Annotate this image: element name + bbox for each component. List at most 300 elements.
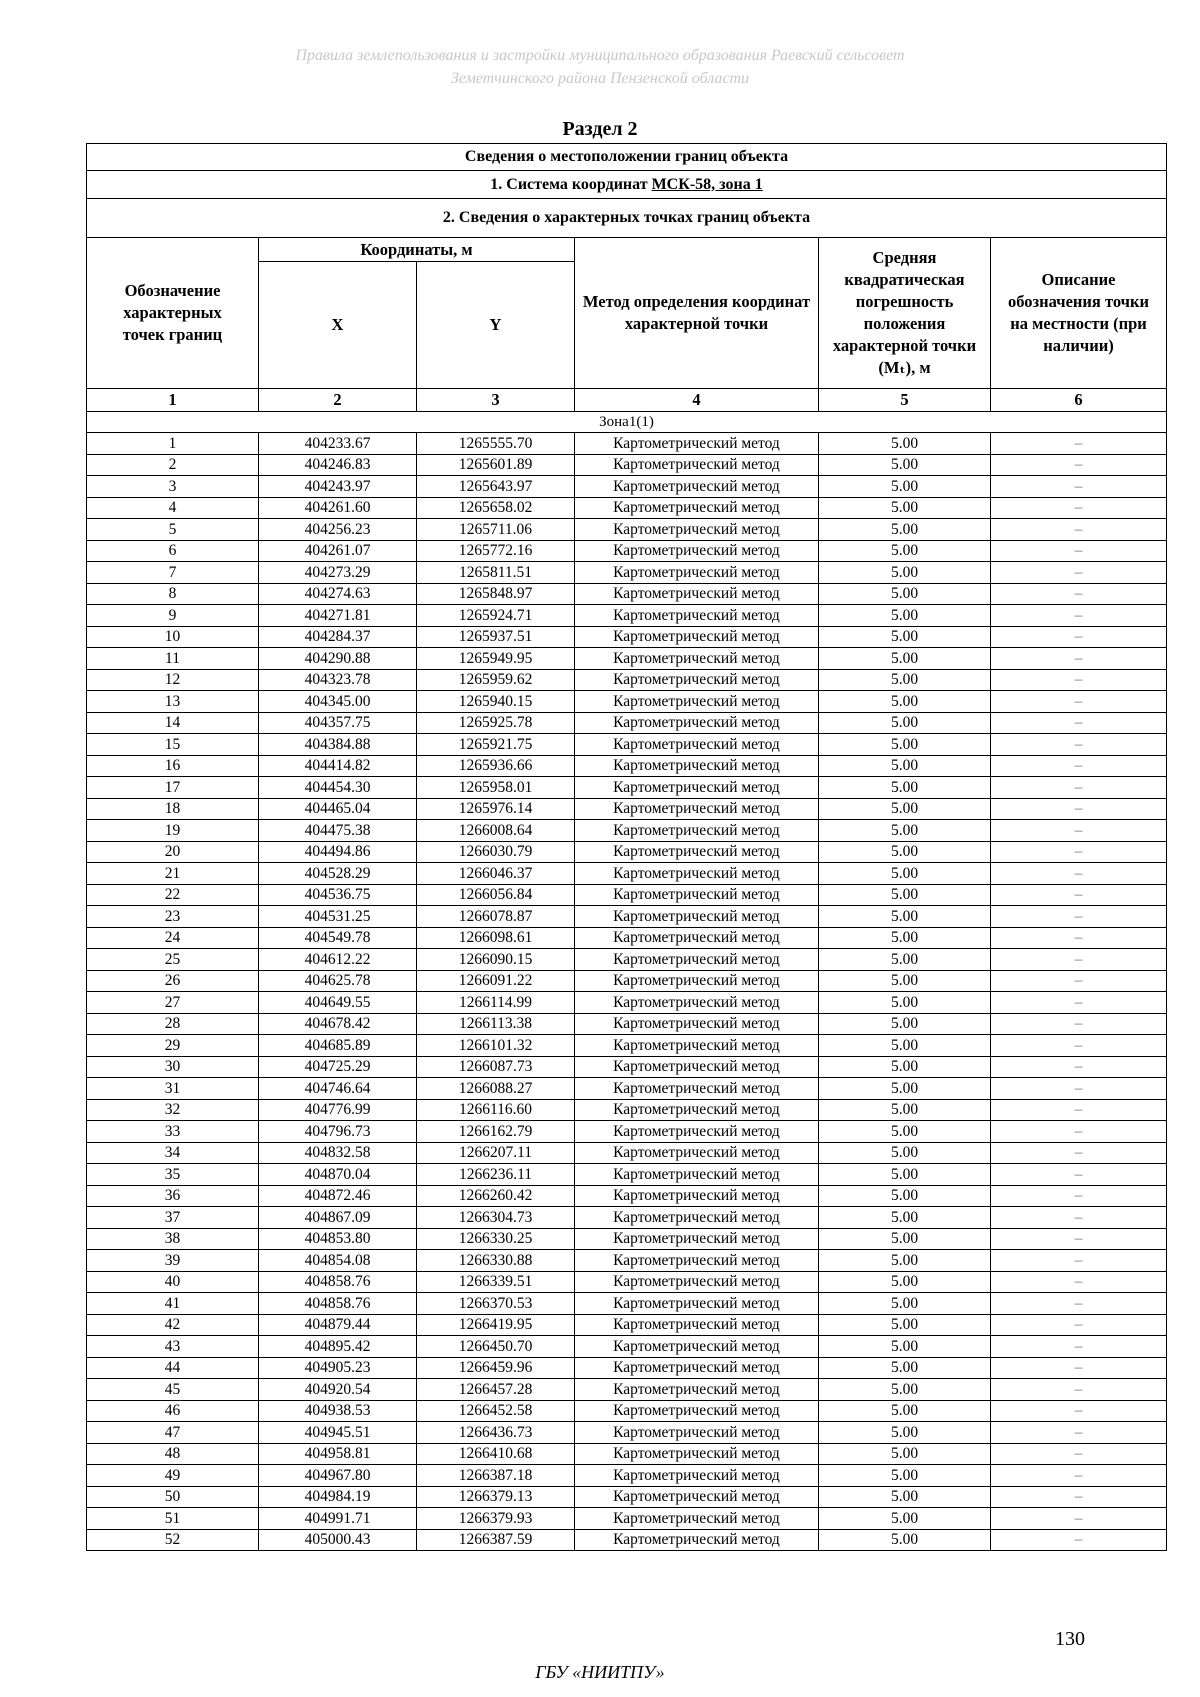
method-cell: Картометрический метод	[575, 863, 819, 885]
error-cell: 5.00	[819, 1056, 991, 1078]
error-cell: 5.00	[819, 433, 991, 455]
method-cell: Картометрический метод	[575, 1508, 819, 1530]
x-coordinate-cell: 404920.54	[259, 1379, 417, 1401]
description-cell: –	[991, 1035, 1167, 1057]
x-coordinate-cell: 404625.78	[259, 970, 417, 992]
method-cell: Картометрический метод	[575, 433, 819, 455]
description-cell: –	[991, 648, 1167, 670]
description-cell: –	[991, 863, 1167, 885]
x-coordinate-cell: 404465.04	[259, 798, 417, 820]
description-cell: –	[991, 433, 1167, 455]
description-cell: –	[991, 476, 1167, 498]
method-cell: Картометрический метод	[575, 1078, 819, 1100]
y-coordinate-cell: 1266098.61	[417, 927, 575, 949]
table-row	[87, 1078, 1167, 1100]
error-cell: 5.00	[819, 669, 991, 691]
y-coordinate-cell: 1266162.79	[417, 1121, 575, 1143]
x-coordinate-cell: 404991.71	[259, 1508, 417, 1530]
y-coordinate-cell: 1265772.16	[417, 540, 575, 562]
point-number-cell: 23	[87, 906, 259, 928]
description-cell: –	[991, 1121, 1167, 1143]
method-cell: Картометрический метод	[575, 884, 819, 906]
point-number-cell: 20	[87, 841, 259, 863]
x-coordinate-cell: 404549.78	[259, 927, 417, 949]
method-cell: Картометрический метод	[575, 691, 819, 713]
description-cell: –	[991, 1013, 1167, 1035]
method-cell: Картометрический метод	[575, 626, 819, 648]
point-number-cell: 40	[87, 1271, 259, 1293]
description-cell: –	[991, 1078, 1167, 1100]
description-cell: –	[991, 1250, 1167, 1272]
point-number-cell: 47	[87, 1422, 259, 1444]
point-number-cell: 9	[87, 605, 259, 627]
table-row	[87, 1529, 1167, 1551]
description-cell: –	[991, 1056, 1167, 1078]
table-row	[87, 1443, 1167, 1465]
y-coordinate-cell: 1266030.79	[417, 841, 575, 863]
description-cell: –	[991, 1271, 1167, 1293]
method-cell: Картометрический метод	[575, 540, 819, 562]
point-number-cell: 49	[87, 1465, 259, 1487]
column-number-row	[87, 389, 1167, 412]
y-coordinate-cell: 1266379.13	[417, 1486, 575, 1508]
point-number-cell: 2	[87, 454, 259, 476]
y-coordinate-cell: 1265555.70	[417, 433, 575, 455]
x-coordinate-cell: 404879.44	[259, 1314, 417, 1336]
table-row	[87, 1422, 1167, 1444]
error-cell: 5.00	[819, 820, 991, 842]
x-coordinate-cell: 404536.75	[259, 884, 417, 906]
method-cell: Картометрический метод	[575, 1357, 819, 1379]
y-coordinate-cell: 1266419.95	[417, 1314, 575, 1336]
point-number-cell: 43	[87, 1336, 259, 1358]
table-row	[87, 1465, 1167, 1487]
table-row	[87, 691, 1167, 713]
y-coordinate-cell: 1266387.18	[417, 1465, 575, 1487]
error-cell: 5.00	[819, 1529, 991, 1551]
table-row	[87, 1508, 1167, 1530]
error-cell: 5.00	[819, 1142, 991, 1164]
y-coordinate-cell: 1266304.73	[417, 1207, 575, 1229]
point-number-cell: 50	[87, 1486, 259, 1508]
table-row	[87, 454, 1167, 476]
coord-system-prefix: 1. Система координат	[490, 175, 652, 193]
x-coordinate-cell: 404945.51	[259, 1422, 417, 1444]
x-coordinate-cell: 404967.80	[259, 1465, 417, 1487]
table-row	[87, 884, 1167, 906]
x-coordinate-cell: 404895.42	[259, 1336, 417, 1358]
method-cell: Картометрический метод	[575, 562, 819, 584]
y-coordinate-cell: 1265643.97	[417, 476, 575, 498]
method-cell: Картометрический метод	[575, 755, 819, 777]
error-cell: 5.00	[819, 1443, 991, 1465]
point-number-cell: 44	[87, 1357, 259, 1379]
error-cell: 5.00	[819, 540, 991, 562]
x-coordinate-cell: 404246.83	[259, 454, 417, 476]
x-coordinate-cell: 404649.55	[259, 992, 417, 1014]
description-cell: –	[991, 1142, 1167, 1164]
error-cell: 5.00	[819, 949, 991, 971]
point-number-cell: 19	[87, 820, 259, 842]
y-coordinate-cell: 1266436.73	[417, 1422, 575, 1444]
error-cell: 5.00	[819, 1293, 991, 1315]
y-coordinate-cell: 1266339.51	[417, 1271, 575, 1293]
method-cell: Картометрический метод	[575, 712, 819, 734]
x-coordinate-cell: 404905.23	[259, 1357, 417, 1379]
x-coordinate-cell: 404345.00	[259, 691, 417, 713]
y-coordinate-cell: 1265811.51	[417, 562, 575, 584]
error-cell: 5.00	[819, 562, 991, 584]
error-cell: 5.00	[819, 970, 991, 992]
error-cell: 5.00	[819, 1013, 991, 1035]
col-designation-header: Обозначение характерных точек границ	[87, 238, 259, 389]
description-cell: –	[991, 970, 1167, 992]
error-cell: 5.00	[819, 777, 991, 799]
x-coordinate-cell: 404958.81	[259, 1443, 417, 1465]
table-row	[87, 755, 1167, 777]
description-cell: –	[991, 583, 1167, 605]
y-coordinate-cell: 1265921.75	[417, 734, 575, 756]
x-coordinate-cell: 404870.04	[259, 1164, 417, 1186]
x-coordinate-cell: 404261.07	[259, 540, 417, 562]
x-coordinate-cell: 404858.76	[259, 1271, 417, 1293]
table-row	[87, 734, 1167, 756]
description-cell: –	[991, 777, 1167, 799]
x-coordinate-cell: 404256.23	[259, 519, 417, 541]
x-coordinate-cell: 404357.75	[259, 712, 417, 734]
error-cell: 5.00	[819, 1336, 991, 1358]
point-number-cell: 36	[87, 1185, 259, 1207]
table-row	[87, 1121, 1167, 1143]
method-cell: Картометрический метод	[575, 1443, 819, 1465]
description-cell: –	[991, 1228, 1167, 1250]
method-cell: Картометрический метод	[575, 1013, 819, 1035]
description-cell: –	[991, 1508, 1167, 1530]
y-coordinate-cell: 1265924.71	[417, 605, 575, 627]
y-coordinate-cell: 1266207.11	[417, 1142, 575, 1164]
error-cell: 5.00	[819, 863, 991, 885]
error-cell: 5.00	[819, 626, 991, 648]
y-coordinate-cell: 1266008.64	[417, 820, 575, 842]
y-coordinate-cell: 1266236.11	[417, 1164, 575, 1186]
method-cell: Картометрический метод	[575, 1035, 819, 1057]
table-row	[87, 626, 1167, 648]
description-cell: –	[991, 497, 1167, 519]
column-number: 6	[991, 389, 1167, 412]
point-number-cell: 38	[87, 1228, 259, 1250]
error-cell: 5.00	[819, 1099, 991, 1121]
table-row	[87, 798, 1167, 820]
method-cell: Картометрический метод	[575, 1529, 819, 1551]
error-cell: 5.00	[819, 1121, 991, 1143]
point-number-cell: 51	[87, 1508, 259, 1530]
method-cell: Картометрический метод	[575, 1422, 819, 1444]
table-row	[87, 1486, 1167, 1508]
table-row	[87, 1379, 1167, 1401]
x-coordinate-cell: 404454.30	[259, 777, 417, 799]
method-cell: Картометрический метод	[575, 1142, 819, 1164]
method-cell: Картометрический метод	[575, 1486, 819, 1508]
method-cell: Картометрический метод	[575, 1400, 819, 1422]
description-cell: –	[991, 1422, 1167, 1444]
y-coordinate-cell: 1266457.28	[417, 1379, 575, 1401]
error-cell: 5.00	[819, 734, 991, 756]
point-number-cell: 15	[87, 734, 259, 756]
method-cell: Картометрический метод	[575, 1056, 819, 1078]
y-coordinate-cell: 1266046.37	[417, 863, 575, 885]
description-cell: –	[991, 884, 1167, 906]
col-error-header: Средняя квадратическая погрешность положения характерной точки (Mₜ), м	[819, 238, 991, 389]
error-cell: 5.00	[819, 1035, 991, 1057]
x-coordinate-cell: 404233.67	[259, 433, 417, 455]
y-coordinate-cell: 1265949.95	[417, 648, 575, 670]
x-coordinate-cell: 404725.29	[259, 1056, 417, 1078]
method-cell: Картометрический метод	[575, 1228, 819, 1250]
description-cell: –	[991, 1357, 1167, 1379]
col-y-header: Y	[417, 262, 575, 389]
y-coordinate-cell: 1266410.68	[417, 1443, 575, 1465]
col-coords-header: Координаты, м	[259, 238, 575, 262]
description-cell: –	[991, 1443, 1167, 1465]
description-cell: –	[991, 712, 1167, 734]
description-cell: –	[991, 992, 1167, 1014]
x-coordinate-cell: 404938.53	[259, 1400, 417, 1422]
description-cell: –	[991, 841, 1167, 863]
point-number-cell: 8	[87, 583, 259, 605]
table-row	[87, 1314, 1167, 1336]
x-coordinate-cell: 404867.09	[259, 1207, 417, 1229]
y-coordinate-cell: 1265936.66	[417, 755, 575, 777]
error-cell: 5.00	[819, 519, 991, 541]
method-cell: Картометрический метод	[575, 992, 819, 1014]
y-coordinate-cell: 1265601.89	[417, 454, 575, 476]
col-x-header: X	[259, 262, 417, 389]
error-cell: 5.00	[819, 1207, 991, 1229]
point-number-cell: 39	[87, 1250, 259, 1272]
error-cell: 5.00	[819, 691, 991, 713]
point-number-cell: 33	[87, 1121, 259, 1143]
x-coordinate-cell: 404384.88	[259, 734, 417, 756]
method-cell: Картометрический метод	[575, 1185, 819, 1207]
description-cell: –	[991, 454, 1167, 476]
col-description-header: Описание обозначения точки на местности (при наличии)	[991, 238, 1167, 389]
method-cell: Картометрический метод	[575, 454, 819, 476]
description-cell: –	[991, 626, 1167, 648]
x-coordinate-cell: 404832.58	[259, 1142, 417, 1164]
error-cell: 5.00	[819, 1486, 991, 1508]
error-cell: 5.00	[819, 605, 991, 627]
y-coordinate-cell: 1266113.38	[417, 1013, 575, 1035]
description-cell: –	[991, 1314, 1167, 1336]
y-coordinate-cell: 1266330.25	[417, 1228, 575, 1250]
description-cell: –	[991, 1379, 1167, 1401]
x-coordinate-cell: 404414.82	[259, 755, 417, 777]
table-row	[87, 863, 1167, 885]
table-row	[87, 1357, 1167, 1379]
error-cell: 5.00	[819, 476, 991, 498]
x-coordinate-cell: 405000.43	[259, 1529, 417, 1551]
table-row	[87, 1228, 1167, 1250]
error-cell: 5.00	[819, 798, 991, 820]
x-coordinate-cell: 404494.86	[259, 841, 417, 863]
point-number-cell: 48	[87, 1443, 259, 1465]
point-number-cell: 18	[87, 798, 259, 820]
description-cell: –	[991, 562, 1167, 584]
point-number-cell: 29	[87, 1035, 259, 1057]
y-coordinate-cell: 1265848.97	[417, 583, 575, 605]
point-number-cell: 26	[87, 970, 259, 992]
error-cell: 5.00	[819, 927, 991, 949]
table-row	[87, 605, 1167, 627]
method-cell: Картометрический метод	[575, 798, 819, 820]
method-cell: Картометрический метод	[575, 1121, 819, 1143]
error-cell: 5.00	[819, 648, 991, 670]
point-number-cell: 34	[87, 1142, 259, 1164]
point-number-cell: 1	[87, 433, 259, 455]
x-coordinate-cell: 404854.08	[259, 1250, 417, 1272]
point-number-cell: 12	[87, 669, 259, 691]
y-coordinate-cell: 1265937.51	[417, 626, 575, 648]
table-row	[87, 1271, 1167, 1293]
x-coordinate-cell: 404271.81	[259, 605, 417, 627]
point-number-cell: 30	[87, 1056, 259, 1078]
method-cell: Картометрический метод	[575, 777, 819, 799]
method-cell: Картометрический метод	[575, 734, 819, 756]
table-row	[87, 540, 1167, 562]
table-row	[87, 927, 1167, 949]
x-coordinate-cell: 404323.78	[259, 669, 417, 691]
y-coordinate-cell: 1266114.99	[417, 992, 575, 1014]
point-number-cell: 17	[87, 777, 259, 799]
x-coordinate-cell: 404984.19	[259, 1486, 417, 1508]
table-row	[87, 949, 1167, 971]
error-cell: 5.00	[819, 884, 991, 906]
point-number-cell: 46	[87, 1400, 259, 1422]
table-row	[87, 497, 1167, 519]
error-cell: 5.00	[819, 1250, 991, 1272]
table-row	[87, 992, 1167, 1014]
y-coordinate-cell: 1266091.22	[417, 970, 575, 992]
y-coordinate-cell: 1266387.59	[417, 1529, 575, 1551]
table-row	[87, 1099, 1167, 1121]
y-coordinate-cell: 1265976.14	[417, 798, 575, 820]
table-row	[87, 777, 1167, 799]
method-cell: Картометрический метод	[575, 1379, 819, 1401]
y-coordinate-cell: 1266101.32	[417, 1035, 575, 1057]
x-coordinate-cell: 404273.29	[259, 562, 417, 584]
running-header-line-1: Правила землепользования и застройки муниципального образования Раевский сельсовет	[295, 47, 905, 64]
column-number: 2	[259, 389, 417, 412]
method-cell: Картометрический метод	[575, 519, 819, 541]
column-number: 4	[575, 389, 819, 412]
error-cell: 5.00	[819, 1228, 991, 1250]
table-row	[87, 841, 1167, 863]
point-number-cell: 42	[87, 1314, 259, 1336]
page-number: 130	[1055, 1628, 1085, 1650]
point-number-cell: 7	[87, 562, 259, 584]
x-coordinate-cell: 404858.76	[259, 1293, 417, 1315]
method-cell: Картометрический метод	[575, 906, 819, 928]
point-number-cell: 21	[87, 863, 259, 885]
x-coordinate-cell: 404274.63	[259, 583, 417, 605]
table-row	[87, 906, 1167, 928]
column-number: 1	[87, 389, 259, 412]
x-coordinate-cell: 404872.46	[259, 1185, 417, 1207]
table-row	[87, 562, 1167, 584]
point-number-cell: 25	[87, 949, 259, 971]
table-title: Сведения о местоположении границ объекта	[87, 144, 1167, 171]
table-row	[87, 1164, 1167, 1186]
error-cell: 5.00	[819, 1314, 991, 1336]
table-row	[87, 970, 1167, 992]
y-coordinate-cell: 1265940.15	[417, 691, 575, 713]
description-cell: –	[991, 519, 1167, 541]
point-number-cell: 45	[87, 1379, 259, 1401]
description-cell: –	[991, 927, 1167, 949]
method-cell: Картометрический метод	[575, 1314, 819, 1336]
y-coordinate-cell: 1266260.42	[417, 1185, 575, 1207]
point-number-cell: 27	[87, 992, 259, 1014]
x-coordinate-cell: 404528.29	[259, 863, 417, 885]
x-coordinate-cell: 404612.22	[259, 949, 417, 971]
point-number-cell: 41	[87, 1293, 259, 1315]
point-number-cell: 11	[87, 648, 259, 670]
point-number-cell: 22	[87, 884, 259, 906]
error-cell: 5.00	[819, 712, 991, 734]
point-number-cell: 32	[87, 1099, 259, 1121]
point-number-cell: 5	[87, 519, 259, 541]
y-coordinate-cell: 1265959.62	[417, 669, 575, 691]
description-cell: –	[991, 669, 1167, 691]
error-cell: 5.00	[819, 1164, 991, 1186]
column-number: 3	[417, 389, 575, 412]
method-cell: Картометрический метод	[575, 1250, 819, 1272]
point-number-cell: 35	[87, 1164, 259, 1186]
table-row	[87, 1336, 1167, 1358]
table-row	[87, 669, 1167, 691]
zone-label: Зона1(1)	[87, 412, 1167, 433]
point-number-cell: 16	[87, 755, 259, 777]
description-cell: –	[991, 734, 1167, 756]
error-cell: 5.00	[819, 1078, 991, 1100]
method-cell: Картометрический метод	[575, 949, 819, 971]
y-coordinate-cell: 1266459.96	[417, 1357, 575, 1379]
table-row	[87, 648, 1167, 670]
x-coordinate-cell: 404284.37	[259, 626, 417, 648]
point-number-cell: 37	[87, 1207, 259, 1229]
method-cell: Картометрический метод	[575, 1207, 819, 1229]
x-coordinate-cell: 404796.73	[259, 1121, 417, 1143]
section-title: Раздел 2	[562, 118, 638, 140]
table-row	[87, 1056, 1167, 1078]
coord-system-name: МСК-58, зона 1	[651, 175, 763, 193]
method-cell: Картометрический метод	[575, 1164, 819, 1186]
point-number-cell: 14	[87, 712, 259, 734]
error-cell: 5.00	[819, 583, 991, 605]
running-header	[0, 44, 1200, 90]
description-cell: –	[991, 1486, 1167, 1508]
y-coordinate-cell: 1266370.53	[417, 1293, 575, 1315]
error-cell: 5.00	[819, 1379, 991, 1401]
error-cell: 5.00	[819, 992, 991, 1014]
description-cell: –	[991, 1185, 1167, 1207]
table-row	[87, 1013, 1167, 1035]
description-cell: –	[991, 949, 1167, 971]
description-cell: –	[991, 691, 1167, 713]
description-cell: –	[991, 1293, 1167, 1315]
table-row	[87, 476, 1167, 498]
method-cell: Картометрический метод	[575, 1099, 819, 1121]
